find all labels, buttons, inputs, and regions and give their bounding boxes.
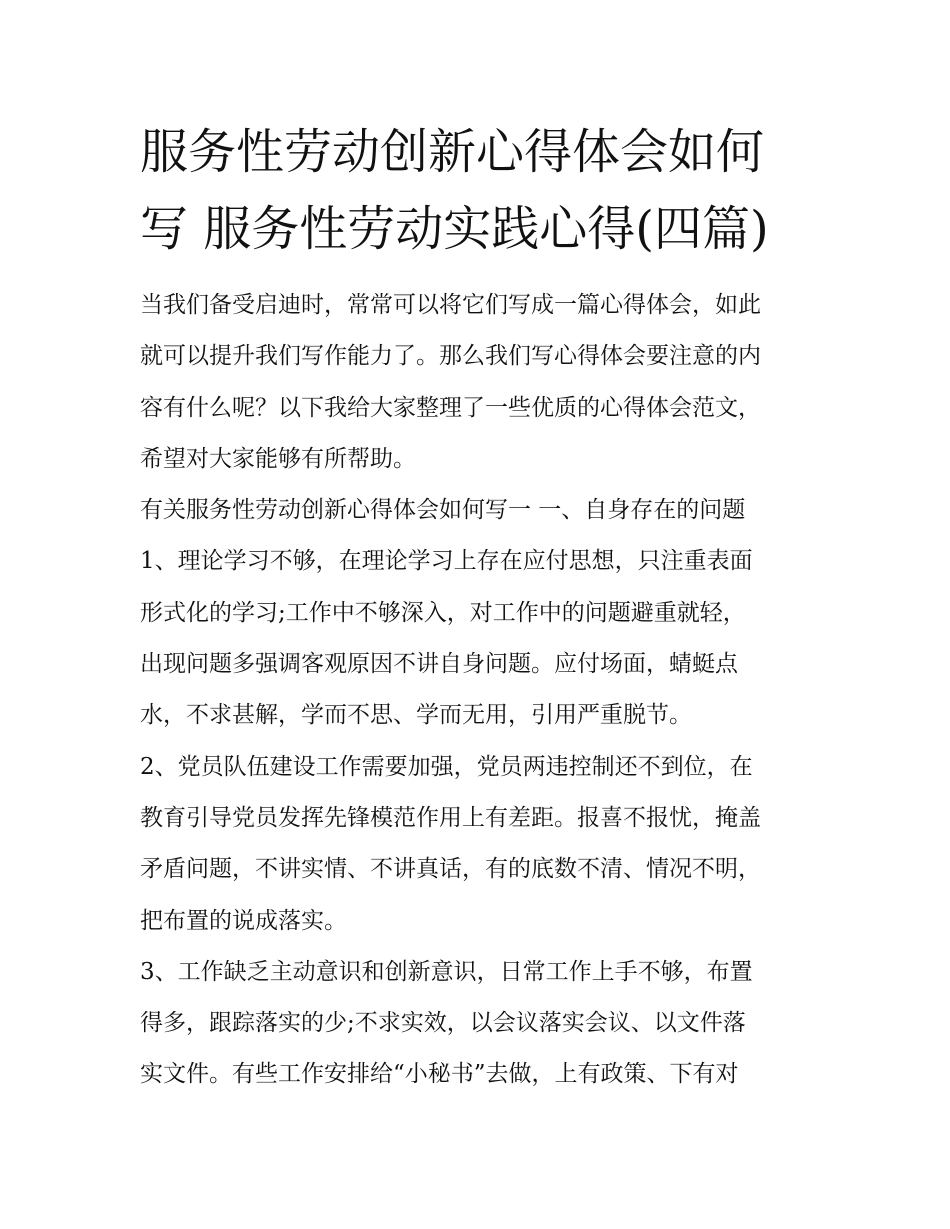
intro-line: 当我们备受启迪时，常常可以将它们写成一篇心得体会，如此	[140, 292, 761, 318]
paragraph-line: 教育引导党员发挥先锋模范作用上有差距。报喜不报忧，掩盖	[140, 804, 761, 831]
paragraph-line: 得多，跟踪落实的少;不求实效，以会议落实会议、以文件落	[140, 1010, 746, 1037]
title-line: 服务性劳动创新心得体会如何	[140, 124, 765, 180]
document-title	[140, 114, 820, 268]
section-heading-line: 有关服务性劳动创新心得体会如何写一 一、自身存在的问题	[140, 497, 746, 524]
paragraph-line: 2、党员队伍建设工作需要加强，党员两违控制还不到位，在	[140, 753, 753, 780]
document-body	[140, 280, 820, 1101]
title-line: 写 服务性劳动实践心得(四篇)	[140, 201, 769, 257]
intro-line: 就可以提升我们写作能力了。那么我们写心得体会要注意的内	[140, 343, 761, 370]
intro-line: 希望对大家能够有所帮助。	[140, 445, 416, 472]
paragraph-line: 3、工作缺乏主动意识和创新意识，日常工作上手不够，布置	[140, 958, 753, 985]
paragraph-line: 把布置的说成落实。	[140, 907, 347, 934]
paragraph-line: 出现问题多强调客观原因不讲自身问题。应付场面，蜻蜓点	[140, 651, 738, 678]
paragraph-line: 形式化的学习;工作中不够深入，对工作中的问题避重就轻，	[140, 599, 746, 626]
intro-line: 容有什么呢？以下我给大家整理了一些优质的心得体会范文，	[140, 394, 761, 421]
paragraph-line: 水，不求甚解，学而不思、学而无用，引用严重脱节。	[140, 702, 692, 729]
paragraph-line: 1、理论学习不够，在理论学习上存在应付思想，只注重表面	[140, 548, 753, 575]
paragraph-line: 矛盾问题，不讲实情、不讲真话，有的底数不清、情况不明，	[140, 856, 761, 883]
paragraph-line: 实文件。有些工作安排给“小秘书”去做，上有政策、下有对	[140, 1061, 739, 1088]
